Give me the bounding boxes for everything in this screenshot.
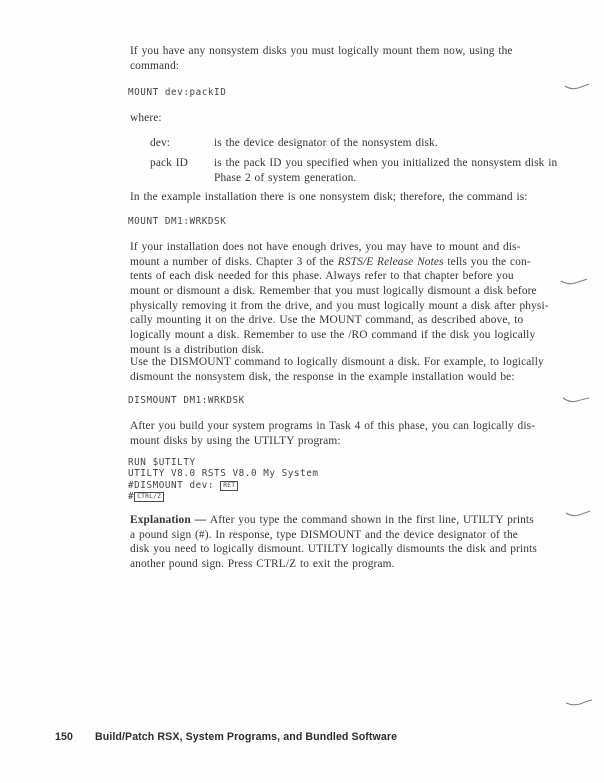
definition-description: is the device designator of the nonsystem disk.	[214, 137, 438, 149]
terminal-prompt: #	[128, 490, 135, 502]
scan-mark	[565, 509, 591, 519]
paragraph-line: mount is a distribution disk.	[130, 343, 265, 356]
terminal-prompt: #DISMOUNT dev:	[128, 479, 221, 491]
paragraph-segment: After you type the command shown in the first line, UTILTY prints	[209, 514, 534, 526]
paragraph-line	[130, 255, 549, 270]
terminal-line	[128, 491, 319, 502]
paragraph-mount-intro	[130, 44, 513, 73]
paragraph-dismount	[130, 355, 544, 384]
paragraph-line: Use the DISMOUNT command to logically dismount a disk. For example, to logically	[130, 356, 544, 368]
paragraph-line: If you have any nonsystem disks you must logically mount them now, using the	[130, 45, 513, 57]
paragraph-line: If your installation does not have enough drives, you may have to mount and dis-	[130, 241, 521, 253]
definition-description-line: Phase 2 of system generation.	[214, 171, 357, 184]
paragraph-line: After you build your system programs in Task 4 of this phase, you can logically dis-	[130, 420, 536, 432]
explanation-heading: Explanation —	[130, 514, 210, 526]
code-mount-example: MOUNT DM1:WRKDSK	[128, 216, 227, 227]
paragraph-line: another pound sign. Press CTRL/Z to exit the program.	[130, 558, 395, 571]
definition-description-line: is the pack ID you specified when you initialized the nonsystem disk in	[214, 157, 558, 169]
paragraph-segment: tells you the con-	[443, 255, 531, 268]
paragraph-line: physically removing it from the drive, and you must logically mount a disk after physi-	[130, 299, 549, 312]
definition-description	[214, 156, 557, 185]
paragraph-line: disk you need to logically dismount. UTILTY logically dismounts the disk and prints	[130, 543, 537, 556]
paragraph-line: a pound sign (#). In response, type DISMOUNT and the device designator of the	[130, 528, 518, 541]
page-number: 150	[55, 731, 73, 743]
paragraph-segment: mount a number of disks. Chapter 3 of the	[130, 255, 338, 268]
terminal-line: RUN $UTILTY	[128, 457, 196, 468]
code-dismount-example: DISMOUNT DM1:WRKDSK	[128, 395, 245, 406]
code-mount-syntax: MOUNT dev:packID	[128, 87, 227, 98]
terminal-line	[128, 480, 319, 491]
definition-term: pack ID	[150, 157, 189, 169]
explanation-paragraph	[130, 513, 537, 572]
scan-mark	[562, 395, 590, 405]
scan-mark	[560, 277, 588, 287]
paragraph-line: tents of each disk needed for this phase. Always refer to that chapter before you	[130, 270, 514, 283]
terminal-line: UTILTY V8.0 RSTS V8.0 My System	[128, 468, 319, 480]
paragraph-line: dismount the nonsystem disk, the response in the example installation would be:	[130, 370, 515, 383]
where-label: where:	[130, 112, 162, 124]
terminal-session	[128, 457, 319, 502]
paragraph-line: cally mounting it on the drive. Use the MOUNT command, as described above, to	[130, 314, 524, 327]
paragraph-line: mount or dismount a disk. Remember that you must logically dismount a disk before	[130, 285, 537, 298]
return-key-indicator: RET	[220, 481, 238, 491]
chapter-title: Build/Patch RSX, System Programs, and Bundled Software	[95, 731, 398, 743]
scan-mark	[564, 82, 590, 92]
paragraph-line	[130, 513, 537, 528]
scan-smudge: ;':	[338, 760, 346, 769]
paragraph-line: command:	[130, 59, 180, 72]
paragraph-utilty	[130, 419, 535, 448]
paragraph-line: mount disks by using the UTILTY program:	[130, 434, 341, 447]
scan-mark	[565, 698, 593, 708]
definition-term: dev:	[150, 137, 171, 149]
book-title-italic: RSTS/E Release Notes	[337, 255, 444, 268]
paragraph-line: logically mount a disk. Remember to use the /RO command if the disk you logically	[130, 329, 536, 342]
ctrl-z-key-indicator: CTRL/Z	[134, 492, 164, 502]
paragraph-drives	[130, 240, 549, 358]
paragraph-example-install: In the example installation there is one nonsystem disk; therefore, the command is:	[130, 191, 528, 203]
